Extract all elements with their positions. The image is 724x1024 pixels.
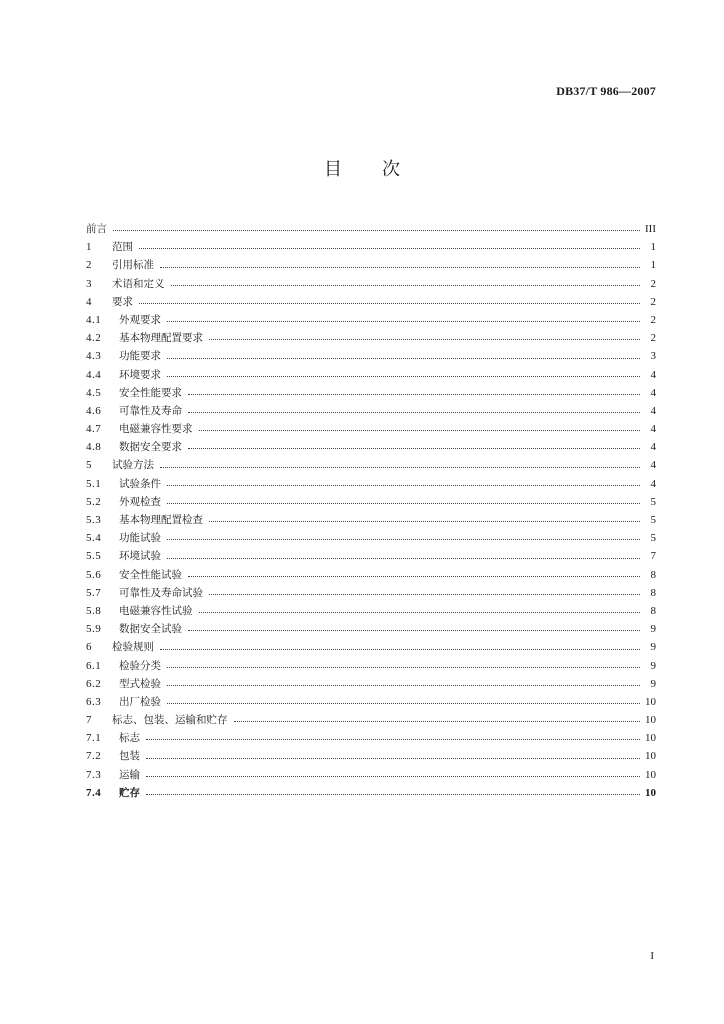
toc-leader-dots xyxy=(188,629,640,631)
toc-entry-label: 外观要求 xyxy=(119,313,161,326)
toc-entry-number: 6.3 xyxy=(86,695,102,708)
toc-entry-number: 5.7 xyxy=(86,586,102,599)
toc-entry-number: 6.2 xyxy=(86,677,102,690)
toc-entry-label: 功能要求 xyxy=(119,350,161,363)
toc-entry-label: 试验条件 xyxy=(119,477,161,490)
toc-entry-number: 5.8 xyxy=(86,604,102,617)
title-part-1: 目 xyxy=(324,159,342,180)
toc-entry[interactable] xyxy=(86,766,656,784)
toc-leader-dots xyxy=(199,611,641,613)
toc-entry-page: 9 xyxy=(650,659,656,672)
toc-leader-dots xyxy=(188,393,640,395)
toc-leader-dots xyxy=(167,484,640,486)
toc-leader-dots xyxy=(167,357,640,359)
toc-entry-label: 可靠性及寿命 xyxy=(119,404,182,417)
toc-entry-number: 7.3 xyxy=(86,768,102,781)
toc-leader-dots xyxy=(209,520,640,522)
toc-entry-label: 基本物理配置要求 xyxy=(119,332,203,345)
toc-entry-page: 5 xyxy=(650,532,656,545)
toc-entry-label: 包装 xyxy=(119,750,140,763)
toc-entry-number: 4.1 xyxy=(86,313,102,326)
page-title xyxy=(0,155,724,181)
toc-entry-page: 2 xyxy=(650,277,656,290)
toc-entry-page: 5 xyxy=(650,514,656,526)
standard-code: DB37/T 986—2007 xyxy=(556,84,656,98)
toc-leader-dots xyxy=(167,538,640,540)
toc-entry-page: 10 xyxy=(645,732,656,745)
toc-leader-dots xyxy=(209,338,640,340)
toc-entry-label: 数据安全要求 xyxy=(119,441,182,454)
toc-entry-page: 10 xyxy=(645,695,656,708)
toc-entry-number: 5 xyxy=(86,459,92,472)
toc-leader-dots xyxy=(146,793,640,795)
toc-entry-label: 出厂检验 xyxy=(119,695,161,708)
toc-entry-label: 安全性能试验 xyxy=(119,568,182,581)
toc-leader-dots xyxy=(188,575,640,577)
toc-entry[interactable] xyxy=(86,620,656,638)
toc-entry-label: 运输 xyxy=(119,768,140,781)
toc-entry-page: 7 xyxy=(650,550,656,563)
toc-entry-number: 7.4 xyxy=(86,786,102,799)
toc-leader-dots xyxy=(160,648,640,650)
toc-entry-number: 6.1 xyxy=(86,659,102,672)
toc-entry[interactable] xyxy=(86,529,656,547)
toc-entry[interactable] xyxy=(86,238,656,256)
toc-entry-page: 4 xyxy=(650,459,656,472)
toc-leader-dots xyxy=(167,375,640,377)
toc-entry-page: 3 xyxy=(650,350,656,363)
toc-entry-label: 可靠性及寿命试验 xyxy=(119,586,203,599)
toc-entry[interactable] xyxy=(86,711,656,729)
toc-leader-dots xyxy=(146,757,640,759)
toc-leader-dots xyxy=(146,775,640,777)
toc-leader-dots xyxy=(146,738,640,740)
toc-entry-number: 6 xyxy=(86,641,92,654)
toc-entry[interactable] xyxy=(86,402,656,420)
toc-entry-page: 5 xyxy=(650,495,656,508)
toc-entry[interactable] xyxy=(86,420,656,438)
toc-entry-page: 4 xyxy=(650,404,656,417)
toc-entry-label: 引用标准 xyxy=(112,259,154,272)
toc-entry[interactable] xyxy=(86,384,656,402)
toc-entry[interactable] xyxy=(86,456,656,474)
toc-leader-dots xyxy=(160,266,640,268)
toc-leader-dots xyxy=(199,429,641,431)
toc-entry[interactable] xyxy=(86,566,656,584)
toc-entry-number: 5.9 xyxy=(86,623,102,636)
toc-entry-label: 术语和定义 xyxy=(112,277,165,290)
page-number: I xyxy=(650,950,654,962)
toc-entry-page: 10 xyxy=(645,768,656,781)
toc-entry-number: 4.5 xyxy=(86,386,102,399)
toc-leader-dots xyxy=(167,666,640,668)
toc-entry-page: 9 xyxy=(650,623,656,636)
toc-entry-number: 5.5 xyxy=(86,550,102,563)
toc-entry-label: 功能试验 xyxy=(119,532,161,545)
toc-entry-number: 5.3 xyxy=(86,514,102,526)
toc-entry-number: 4.2 xyxy=(86,332,102,345)
toc-leader-dots xyxy=(167,684,640,686)
toc-entry[interactable] xyxy=(86,584,656,602)
title-part-2: 次 xyxy=(382,159,400,180)
toc-entry-number: 4.3 xyxy=(86,350,102,363)
toc-entry-label: 电磁兼容性要求 xyxy=(119,423,193,436)
toc-entry-page: 2 xyxy=(650,332,656,345)
toc-entry-page: 1 xyxy=(650,259,656,272)
toc-entry-label: 环境要求 xyxy=(119,368,161,381)
toc-entry[interactable] xyxy=(86,311,656,329)
toc-entry[interactable] xyxy=(86,493,656,511)
toc-entry-number: 5.2 xyxy=(86,495,102,508)
toc-leader-dots xyxy=(209,593,640,595)
toc-entry-number: 1 xyxy=(86,241,92,254)
toc-leader-dots xyxy=(167,320,640,322)
toc-entry-number: 2 xyxy=(86,259,92,272)
toc-entry-label: 电磁兼容性试验 xyxy=(119,604,193,617)
toc-entry-number: 4.4 xyxy=(86,368,102,381)
toc-entry-number: 5.1 xyxy=(86,477,102,490)
toc-entry[interactable] xyxy=(86,438,656,456)
toc-entry-number: 4 xyxy=(86,295,92,308)
toc-entry[interactable] xyxy=(86,693,656,711)
toc-entry[interactable] xyxy=(86,366,656,384)
toc-entry-page: 10 xyxy=(645,750,656,763)
toc-leader-dots xyxy=(139,247,640,249)
toc-entry-page: 4 xyxy=(650,477,656,490)
toc-entry-page: 9 xyxy=(650,641,656,654)
toc-entry-number: 5.6 xyxy=(86,568,102,581)
toc-entry-label: 环境试验 xyxy=(119,550,161,563)
toc-entry-label: 要求 xyxy=(112,295,133,308)
toc-entry-label: 贮存 xyxy=(119,786,140,799)
table-of-contents xyxy=(86,220,656,802)
toc-entry-page: 9 xyxy=(650,677,656,690)
toc-entry[interactable] xyxy=(86,729,656,747)
toc-leader-dots xyxy=(234,720,641,722)
toc-entry[interactable] xyxy=(86,329,656,347)
toc-entry-number: 7.2 xyxy=(86,750,102,763)
toc-leader-dots xyxy=(167,502,640,504)
toc-leader-dots xyxy=(160,466,640,468)
toc-entry-number: 3 xyxy=(86,277,92,290)
toc-entry-label: 试验方法 xyxy=(112,459,154,472)
toc-entry[interactable] xyxy=(86,675,656,693)
toc-entry-page: 8 xyxy=(650,586,656,599)
toc-leader-dots xyxy=(113,229,640,231)
toc-entry-number: 5.4 xyxy=(86,532,102,545)
toc-entry-label: 安全性能要求 xyxy=(119,386,182,399)
toc-entry[interactable] xyxy=(86,256,656,274)
toc-entry-label: 检验规则 xyxy=(112,641,154,654)
toc-entry-label: 标志 xyxy=(119,732,140,745)
toc-entry[interactable] xyxy=(86,747,656,765)
toc-entry-page: 8 xyxy=(650,568,656,581)
toc-entry-page: 10 xyxy=(645,786,656,799)
toc-leader-dots xyxy=(171,284,641,286)
toc-entry-page: III xyxy=(645,223,656,235)
toc-entry[interactable] xyxy=(86,547,656,565)
toc-leader-dots xyxy=(167,557,640,559)
toc-entry-page: 8 xyxy=(650,604,656,617)
toc-entry-page: 4 xyxy=(650,368,656,381)
toc-entry[interactable] xyxy=(86,784,656,802)
toc-entry-page: 2 xyxy=(650,313,656,326)
toc-entry-page: 4 xyxy=(650,423,656,436)
toc-entry[interactable] xyxy=(86,475,656,493)
toc-leader-dots xyxy=(188,411,640,413)
toc-entry-number: 4.6 xyxy=(86,404,102,417)
toc-leader-dots xyxy=(167,702,640,704)
toc-entry[interactable] xyxy=(86,638,656,656)
toc-entry-number: 7.1 xyxy=(86,732,102,745)
toc-entry-label: 检验分类 xyxy=(119,659,161,672)
toc-entry-label: 基本物理配置检查 xyxy=(119,514,203,526)
toc-leader-dots xyxy=(139,302,640,304)
toc-entry-page: 1 xyxy=(650,241,656,254)
toc-entry-label: 型式检验 xyxy=(119,677,161,690)
toc-entry[interactable] xyxy=(86,220,656,238)
toc-entry-label: 前言 xyxy=(86,223,107,235)
toc-entry-label: 数据安全试验 xyxy=(119,623,182,636)
toc-entry-label: 标志、包装、运输和贮存 xyxy=(112,714,228,727)
toc-entry[interactable] xyxy=(86,275,656,293)
toc-entry-page: 10 xyxy=(645,714,656,727)
toc-entry-label: 外观检查 xyxy=(119,495,161,508)
toc-entry-page: 4 xyxy=(650,386,656,399)
toc-entry-number: 4.8 xyxy=(86,441,102,454)
toc-entry-label: 范围 xyxy=(112,241,133,254)
toc-entry-page: 4 xyxy=(650,441,656,454)
toc-entry-page: 2 xyxy=(650,295,656,308)
toc-entry-number: 4.7 xyxy=(86,423,102,436)
toc-leader-dots xyxy=(188,447,640,449)
toc-entry[interactable] xyxy=(86,293,656,311)
toc-entry[interactable] xyxy=(86,347,656,365)
toc-entry[interactable] xyxy=(86,511,656,529)
toc-entry-number: 7 xyxy=(86,714,92,727)
toc-entry[interactable] xyxy=(86,657,656,675)
toc-entry[interactable] xyxy=(86,602,656,620)
